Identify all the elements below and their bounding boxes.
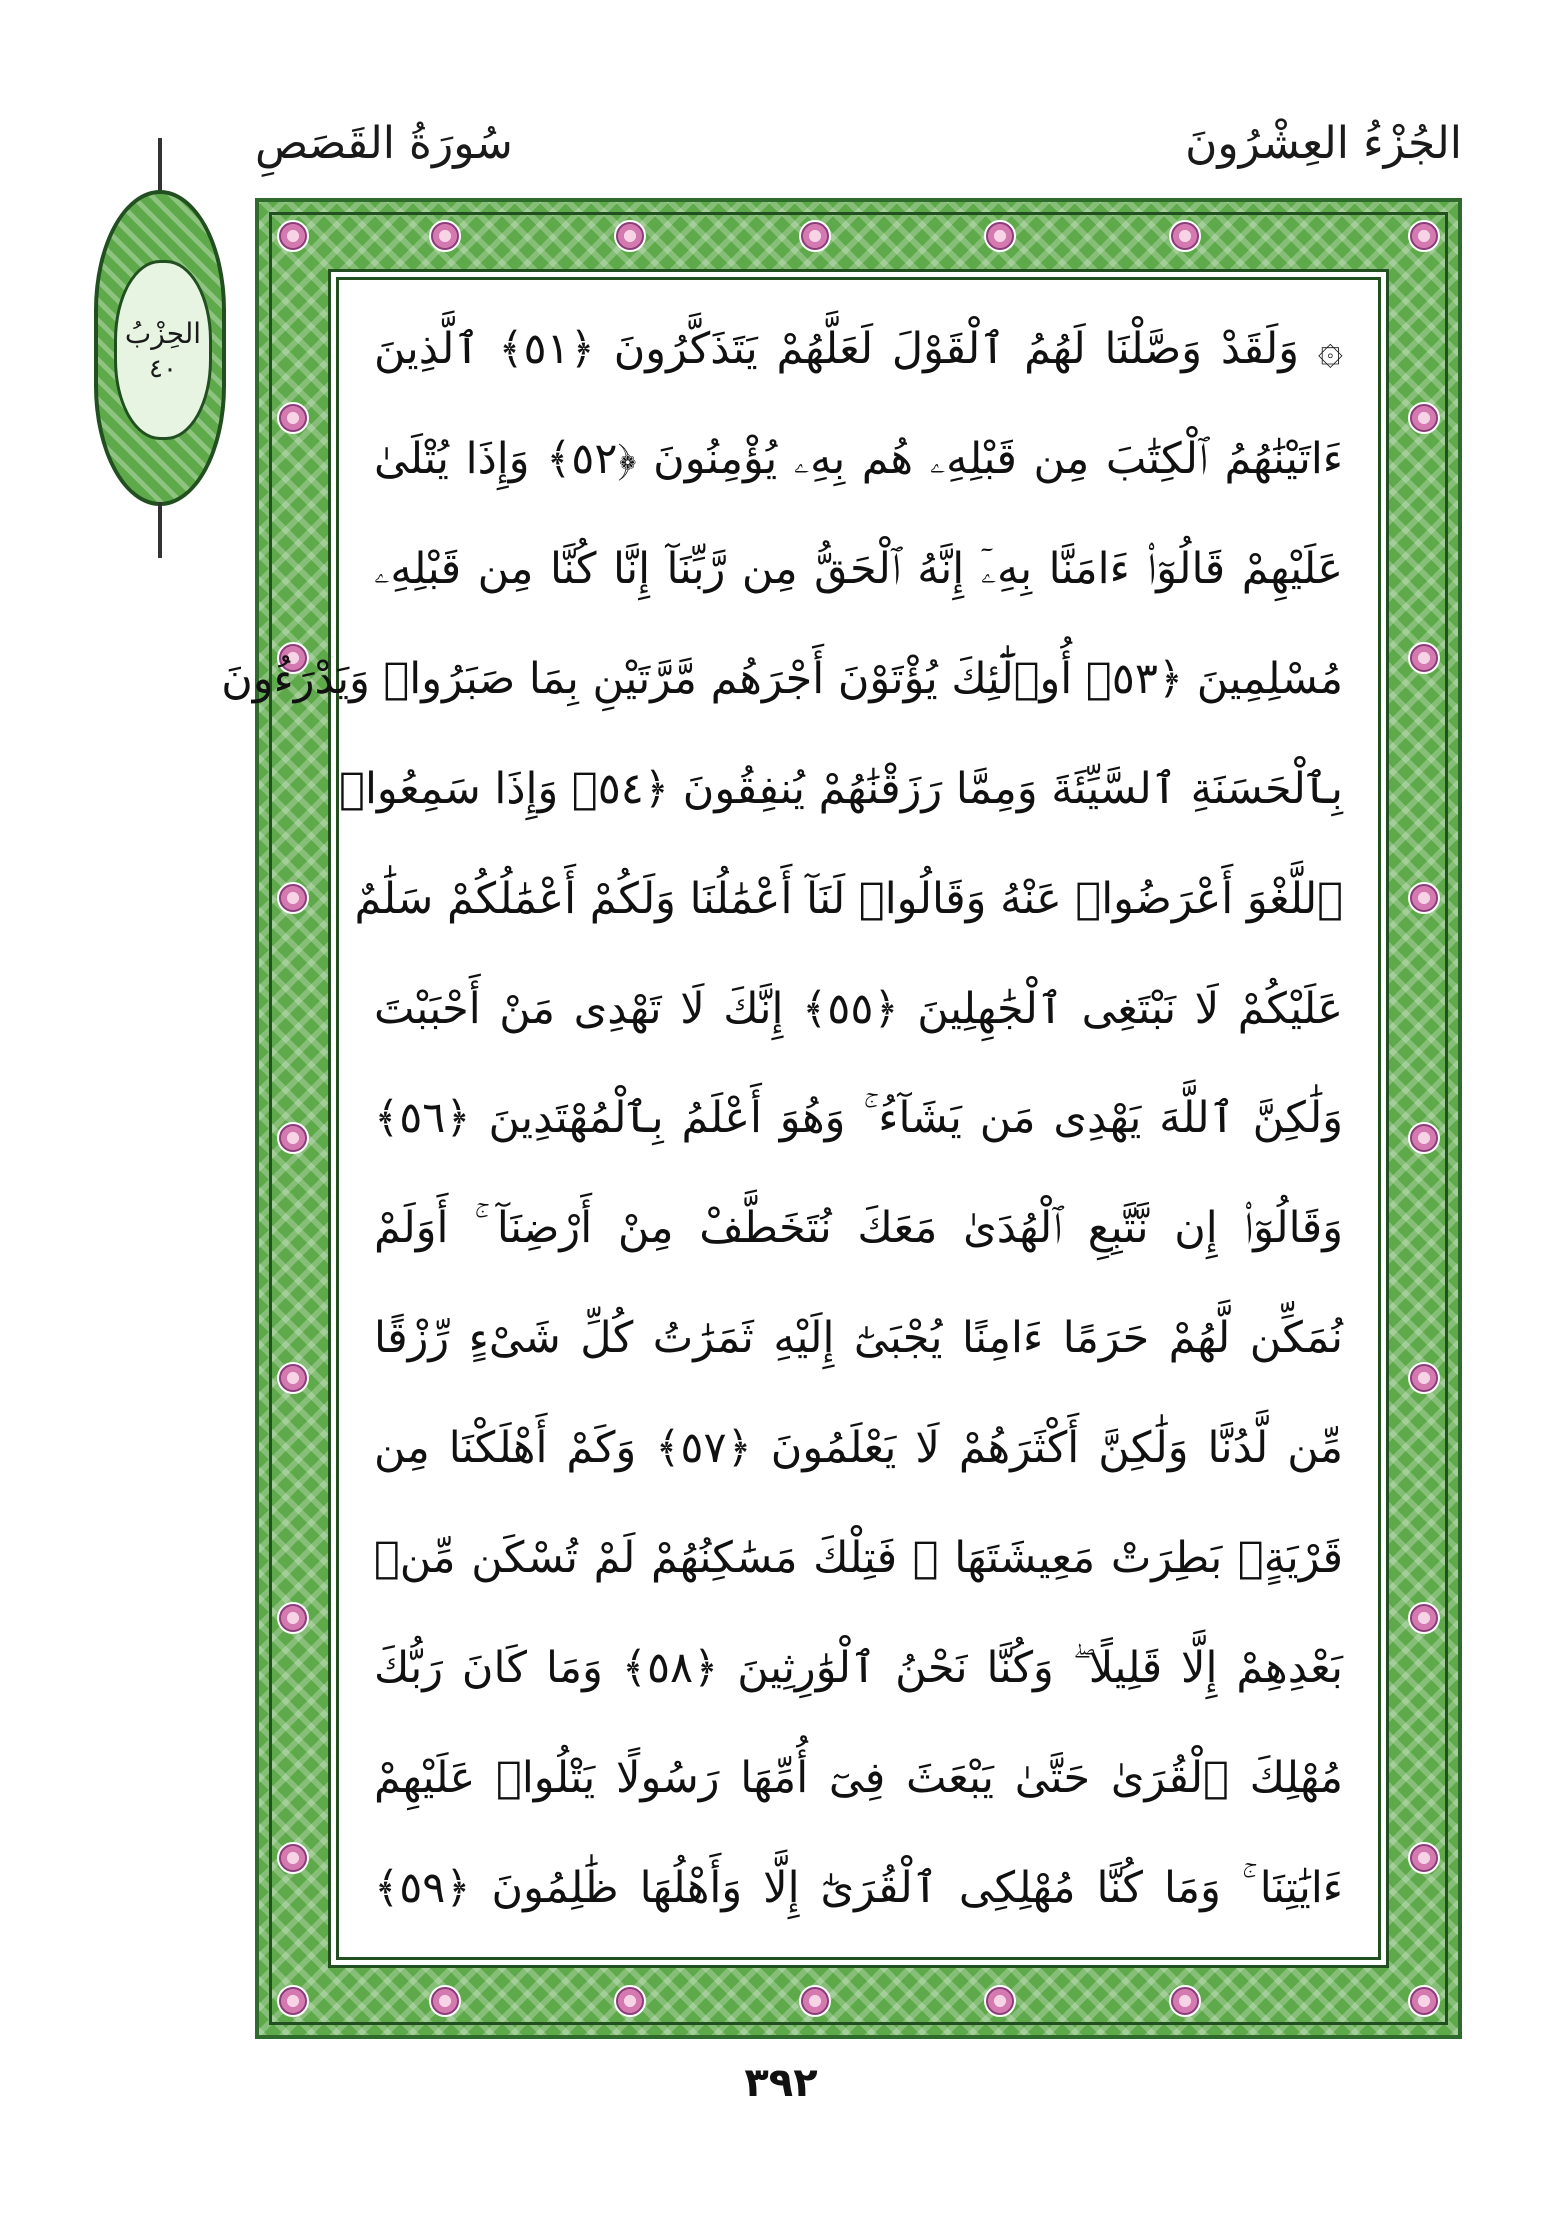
border-rosette-icon [614, 1985, 646, 2017]
border-rosette-icon [1169, 220, 1201, 252]
text-panel [221, 277, 1381, 1960]
verse-lines [221, 298, 1344, 1939]
hizb-stem-top [158, 138, 162, 194]
border-rosette-icon [1408, 1122, 1440, 1154]
border-rosette-icon [984, 220, 1016, 252]
border-rosette-icon [277, 1842, 309, 1874]
hizb-medallion [94, 190, 226, 506]
verse-line: مِّن لَّدُنَّا وَلَٰكِنَّ أَكْثَرَهُمْ لَا يَعْلَمُونَ ﴿٥٧﴾ وَكَمْ أَهْلَكْنَا مِن [374, 1423, 1343, 1474]
hizb-label: الحِزْبُ [124, 316, 202, 350]
border-rosette-icon [1408, 402, 1440, 434]
verse-line: ءَاتَيْنَٰهُمُ ٱلْكِتَٰبَ مِن قَبْلِهِۦ هُم بِهِۦ يُؤْمِنُونَ ﴿٥٢﴾ وَإِذَا يُتْلَىٰ [374, 433, 1343, 484]
border-rosette-icon [429, 220, 461, 252]
ornamental-border [221, 198, 1462, 2039]
border-rosette-icon [1169, 1985, 1201, 2017]
verse-line: عَلَيْكُمْ لَا نَبْتَغِى ٱلْجَٰهِلِينَ ﴿٥٥﴾ إِنَّكَ لَا تَهْدِى مَنْ أَحْبَبْتَ [374, 983, 1344, 1034]
corner-rosette-icon [277, 220, 309, 252]
verse-line: وَقَالُوٓا۟ إِن نَّتَّبِعِ ٱلْهُدَىٰ مَعَكَ نُتَخَطَّفْ مِنْ أَرْضِنَآ ۚ أَوَلَمْ [374, 1203, 1343, 1254]
border-rosette-icon [1408, 642, 1440, 674]
verse-line: بَعْدِهِمْ إِلَّا قَلِيلًا ۖ وَكُنَّا نَحْنُ ٱلْوَٰرِثِينَ ﴿٥٨﴾ وَمَا كَانَ رَبُّكَ [374, 1643, 1343, 1694]
verse-line: مُهْلِكَ ٱلْقُرَىٰ حَتَّىٰ يَبْعَثَ فِىٓ أُمِّهَا رَسُولًا يَتْلُوا۟ عَلَيْهِمْ [374, 1752, 1343, 1803]
hizb-stem-bottom [158, 502, 162, 558]
border-rosette-icon [1408, 1842, 1440, 1874]
verse-line: وَلَٰكِنَّ ٱللَّهَ يَهْدِى مَن يَشَآءُ ۚ وَهُوَ أَعْلَمُ بِٱلْمُهْتَدِينَ ﴿٥٦﴾ [374, 1093, 1343, 1144]
border-rosette-icon [984, 1985, 1016, 2017]
border-rosette-icon [799, 220, 831, 252]
verse-line: عَلَيْهِمْ قَالُوٓا۟ ءَامَنَّا بِهِۦٓ إِنَّهُ ٱلْحَقُّ مِن رَّبِّنَآ إِنَّا كُنَّا مِن قَبْلِهِۦ [374, 543, 1343, 594]
verse-line: ءَايَٰتِنَا ۚ وَمَا كُنَّا مُهْلِكِى ٱلْقُرَىٰٓ إِلَّا وَأَهْلُهَا ظَٰلِمُونَ ﴿٥٩﴾ [374, 1862, 1343, 1913]
verse-line: ۞ وَلَقَدْ وَصَّلْنَا لَهُمُ ٱلْقَوْلَ لَعَلَّهُمْ يَتَذَكَّرُونَ ﴿٥١﴾ ٱلَّذِينَ [374, 324, 1343, 374]
corner-rosette-icon [1408, 220, 1440, 252]
border-rosette-icon [614, 220, 646, 252]
border-rosette-icon [799, 1985, 831, 2017]
hizb-medallion-inner [114, 260, 212, 440]
page-number: ٣٩٢ [744, 2060, 818, 2106]
border-rosette-icon [277, 882, 309, 914]
surah-title: سُورَةُ القَصَصِ [255, 118, 513, 169]
juz-title: الجُزْءُ العِشْرُونَ [1185, 118, 1462, 169]
border-rosette-icon [429, 1985, 461, 2017]
hizb-marker [94, 138, 226, 558]
corner-rosette-icon [1408, 1985, 1440, 2017]
border-rosette-icon [1408, 882, 1440, 914]
border-rosette-icon [1408, 1362, 1440, 1394]
border-rosette-icon [1408, 1602, 1440, 1634]
corner-rosette-icon [277, 1985, 309, 2017]
page-header [255, 118, 1462, 198]
border-rosette-icon [277, 1362, 309, 1394]
border-rosette-icon [277, 1602, 309, 1634]
verse-line: ٱللَّغْوَ أَعْرَضُوا۟ عَنْهُ وَقَالُوا۟ لَنَآ أَعْمَٰلُنَا وَلَكُمْ أَعْمَٰلُكُمْ سَلَٰمٌ [354, 873, 1343, 924]
verse-line: نُمَكِّن لَّهُمْ حَرَمًا ءَامِنًا يُجْبَىٰٓ إِلَيْهِ ثَمَرَٰتُ كُلِّ شَىْءٍ رِّزْقًا [374, 1313, 1343, 1364]
border-rosette-icon [277, 402, 309, 434]
verse-line: قَرْيَةٍۭ بَطِرَتْ مَعِيشَتَهَا ۖ فَتِلْكَ مَسَٰكِنُهُمْ لَمْ تُسْكَن مِّنۢ [374, 1533, 1343, 1584]
hizb-number: ٤٠ [149, 353, 177, 384]
verse-line: مُسْلِمِينَ ﴿٥٣﴾ أُو۟لَٰٓئِكَ يُؤْتَوْنَ أَجْرَهُم مَّرَّتَيْنِ بِمَا صَبَرُوا۟ وَيَدْرَءُونَ [221, 653, 1343, 704]
border-rosette-icon [277, 1122, 309, 1154]
verse-line: بِٱلْحَسَنَةِ ٱلسَّيِّئَةَ وَمِمَّا رَزَقْنَٰهُمْ يُنفِقُونَ ﴿٥٤﴾ وَإِذَا سَمِعُوا۟ [339, 763, 1343, 814]
